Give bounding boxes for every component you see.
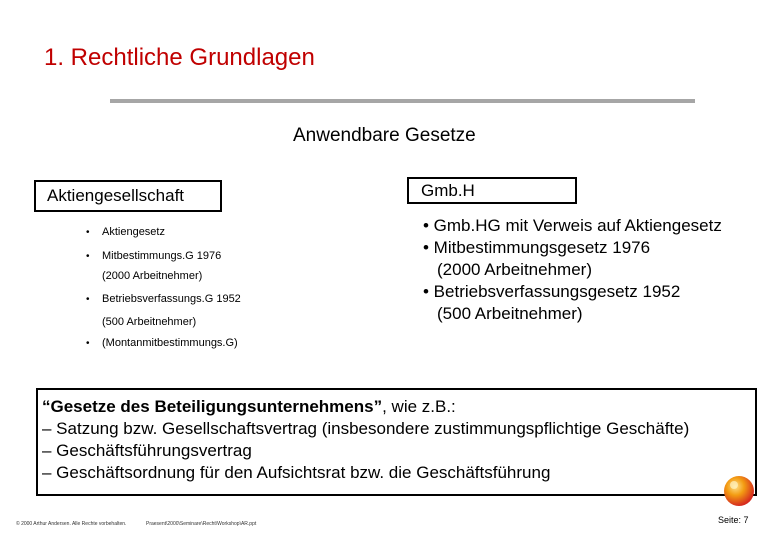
right-item-mitbestimmung-sub: (2000 Arbeitnehmer) — [437, 260, 592, 279]
left-item-montan: (Montanmitbestimmungs.G) — [102, 337, 238, 349]
note-lead-bold: “Gesetze des Beteiligungsunternehmens” — [42, 397, 383, 416]
aktiengesellschaft-header: Aktiengesellschaft — [47, 186, 185, 205]
company-logo-icon — [722, 474, 756, 508]
bullet-marker: • — [86, 294, 90, 305]
note-lead-rest: , wie z.B.: — [382, 397, 456, 416]
note-line: – Satzung bzw. Gesellschaftsvertrag (insbesondere zustimmungspflichtige Geschäfte) — [42, 419, 690, 438]
note-line: – Geschäftsführungsvertrag — [42, 441, 252, 460]
page-number: Seite: 7 — [718, 515, 749, 525]
left-item-betriebsverfassung: Betriebsverfassungs.G 1952 — [102, 293, 241, 305]
bullet-marker: • — [86, 227, 90, 238]
section-heading: Anwendbare Gesetze — [293, 125, 476, 146]
right-item-betriebsverfassung-sub: (500 Arbeitnehmer) — [437, 304, 583, 323]
right-item-betriebsverfassung: • Betriebsverfassungsgesetz 1952 — [423, 282, 681, 301]
gmbh-header: Gmb.H — [421, 181, 475, 200]
right-item-gmbhg: • Gmb.HG mit Verweis auf Aktiengesetz — [423, 216, 722, 235]
left-item-mitbestimmung-sub: (2000 Arbeitnehmer) — [102, 270, 203, 282]
bullet-marker: • — [86, 338, 90, 349]
bullet-marker: • — [86, 251, 90, 262]
note-line: – Geschäftsordnung für den Aufsichtsrat bzw. die Geschäftsführung — [42, 463, 551, 482]
left-item-betriebsverfassung-sub: (500 Arbeitnehmer) — [102, 316, 197, 328]
footer-file-path: Praesent\2000\Seminare\Recht\Workshop\AR.ppt — [146, 521, 257, 527]
left-item-aktiengesetz: Aktiengesetz — [102, 226, 165, 238]
left-item-mitbestimmung: Mitbestimmungs.G 1976 — [102, 250, 222, 262]
title-divider — [110, 99, 695, 103]
footer-copyright: © 2000 Arthur Andersen. Alle Rechte vorbehalten. — [16, 521, 127, 527]
slide-title: 1. Rechtliche Grundlagen — [44, 44, 315, 71]
note-lead — [42, 397, 456, 417]
right-item-mitbestimmung: • Mitbestimmungsgesetz 1976 — [423, 238, 651, 257]
